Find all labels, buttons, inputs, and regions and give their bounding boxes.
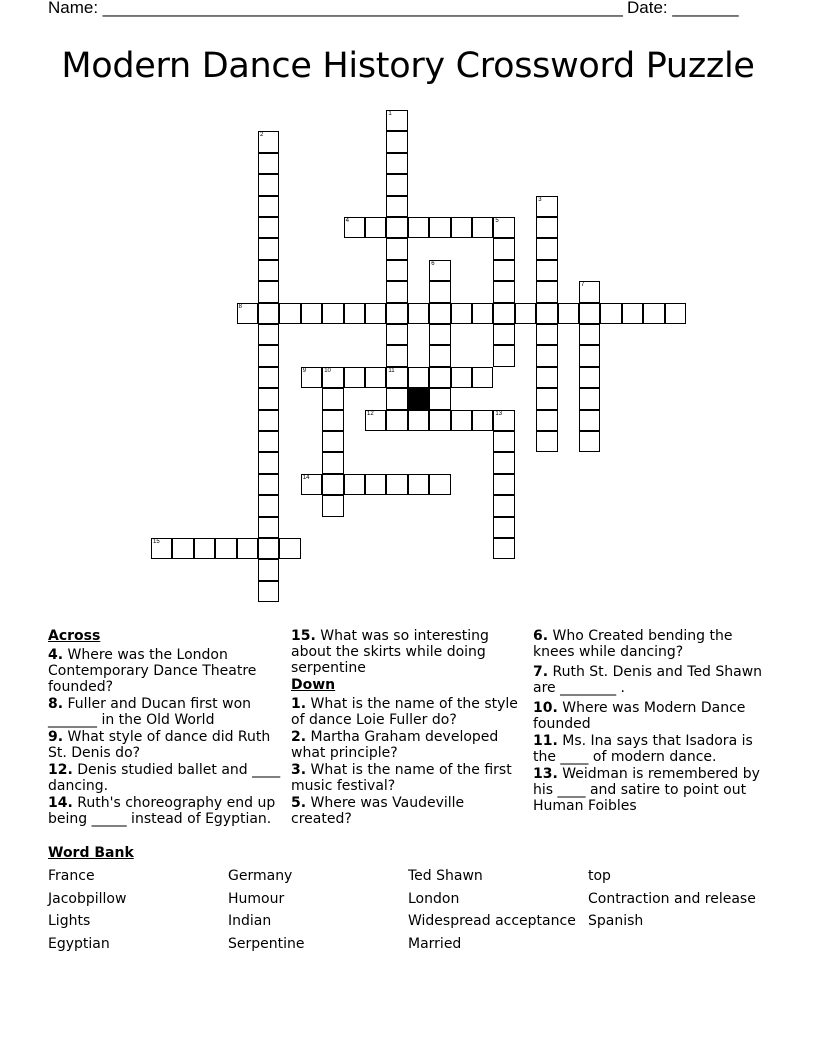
- crossword-cell[interactable]: [493, 538, 514, 559]
- crossword-cell[interactable]: [258, 388, 279, 409]
- crossword-cell[interactable]: [258, 174, 279, 195]
- word-bank-item: Contraction and release: [588, 891, 756, 907]
- crossword-cell[interactable]: [429, 474, 450, 495]
- clue-across-12: 12. Denis studied ballet and ____ dancing.: [48, 762, 281, 794]
- name-field-label[interactable]: Name: _______________________________________________________: [48, 0, 623, 17]
- clues-column-1: [48, 628, 284, 828]
- crossword-cell[interactable]: [151, 538, 172, 559]
- crossword-cell[interactable]: [258, 559, 279, 580]
- clue-across-8: 8. Fuller and Ducan first won _______ in the Old World: [48, 696, 252, 728]
- clue-number: 1: [388, 111, 392, 117]
- crossword-cell[interactable]: [365, 217, 386, 238]
- crossword-cell[interactable]: [408, 217, 429, 238]
- crossword-cell[interactable]: [386, 324, 407, 345]
- crossword-cell[interactable]: [258, 303, 279, 324]
- crossword-cell[interactable]: [408, 303, 429, 324]
- word-bank-item: Indian: [228, 913, 272, 929]
- crossword-cell[interactable]: [386, 367, 407, 388]
- crossword-cell[interactable]: [429, 260, 450, 281]
- clue-down-7: 7. Ruth St. Denis and Ted Shawn are ________ .: [533, 664, 763, 696]
- clue-number: 14: [302, 474, 310, 481]
- crossword-cell[interactable]: [237, 538, 258, 559]
- crossword-cell[interactable]: [301, 367, 322, 388]
- crossword-cell[interactable]: [536, 238, 557, 259]
- crossword-cell[interactable]: [429, 345, 450, 366]
- crossword-cell[interactable]: [386, 131, 407, 152]
- crossword-cell[interactable]: [536, 303, 557, 324]
- crossword-cell[interactable]: [429, 388, 450, 409]
- crossword-cell[interactable]: [429, 324, 450, 345]
- crossword-cell[interactable]: [493, 281, 514, 302]
- crossword-cell[interactable]: [322, 452, 343, 473]
- crossword-cell[interactable]: [322, 388, 343, 409]
- crossword-cell[interactable]: [408, 367, 429, 388]
- clue-number: 13: [495, 410, 503, 417]
- across-header: Across: [48, 628, 101, 644]
- clue-across-15: 15. What was so interesting about the skirts while doing serpentine: [291, 628, 489, 676]
- crossword-cell[interactable]: [558, 303, 579, 324]
- clues-column-3: [533, 628, 763, 815]
- crossword-cell[interactable]: [579, 345, 600, 366]
- crossword-cell[interactable]: [344, 303, 365, 324]
- crossword-cell[interactable]: [237, 303, 258, 324]
- crossword-cell[interactable]: [386, 388, 407, 409]
- crossword-cell[interactable]: [493, 495, 514, 516]
- clue-across-9: 9. What style of dance did Ruth St. Denis do?: [48, 729, 271, 761]
- clue-down-6: 6. Who Created bending the knees while dancing?: [533, 628, 733, 660]
- clue-across-4: 4. Where was the London Contemporary Dance Theatre founded?: [48, 647, 257, 695]
- crossword-cell[interactable]: [429, 410, 450, 431]
- clue-number: 15: [153, 539, 160, 545]
- crossword-cell[interactable]: [386, 281, 407, 302]
- crossword-cell[interactable]: [365, 474, 386, 495]
- clue-down-11: 11. Ms. Ina says that Isadora is the ____ of modern dance.: [533, 733, 753, 765]
- crossword-cell[interactable]: [279, 538, 300, 559]
- clue-number: 10: [324, 367, 331, 374]
- word-bank-item: Jacobpillow: [48, 891, 127, 907]
- clue-down-10: 10. Where was Modern Dance founded: [533, 700, 746, 732]
- word-bank-item: Married: [408, 936, 462, 952]
- word-bank-item: Spanish: [588, 913, 644, 929]
- crossword-cell[interactable]: [493, 452, 514, 473]
- date-field-label[interactable]: Date: _______: [627, 0, 739, 17]
- clue-down-2: 2. Martha Graham developed what principle?: [291, 729, 499, 761]
- crossword-cell[interactable]: [365, 367, 386, 388]
- crossword-cell[interactable]: [472, 410, 493, 431]
- crossword-cell[interactable]: [429, 367, 450, 388]
- crossword-cell[interactable]: [258, 538, 279, 559]
- page-title: Modern Dance History Crossword Puzzle: [61, 46, 755, 86]
- crossword-cell[interactable]: [258, 367, 279, 388]
- crossword-cell[interactable]: [258, 217, 279, 238]
- crossword-cell[interactable]: [386, 110, 407, 131]
- down-header: Down: [291, 677, 336, 693]
- crossword-cell[interactable]: [258, 345, 279, 366]
- crossword-cell[interactable]: [344, 367, 365, 388]
- crossword-cell[interactable]: [536, 260, 557, 281]
- crossword-cell[interactable]: [258, 410, 279, 431]
- crossword-cell[interactable]: [258, 431, 279, 452]
- clue-number: 7: [581, 282, 585, 289]
- crossword-cell[interactable]: [451, 410, 472, 431]
- crossword-cell[interactable]: [194, 538, 215, 559]
- crossword-cell[interactable]: [643, 303, 664, 324]
- crossword-cell[interactable]: [386, 410, 407, 431]
- crossword-cell[interactable]: [600, 303, 621, 324]
- crossword-cell[interactable]: [408, 474, 429, 495]
- crossword-cell[interactable]: [301, 303, 322, 324]
- crossword-cell[interactable]: [215, 538, 236, 559]
- clue-down-3: 3. What is the name of the first music festival?: [291, 762, 512, 794]
- word-bank-item: Lights: [48, 913, 91, 929]
- clue-down-5: 5. Where was Vaudeville created?: [291, 795, 465, 827]
- crossword-cell[interactable]: [258, 324, 279, 345]
- crossword-cell[interactable]: [536, 345, 557, 366]
- crossword-cell[interactable]: [344, 474, 365, 495]
- crossword-cell[interactable]: [301, 474, 322, 495]
- crossword-cell[interactable]: [536, 217, 557, 238]
- word-bank-item: top: [588, 868, 611, 884]
- clue-number: 6: [431, 260, 435, 267]
- crossword-cell[interactable]: [451, 217, 472, 238]
- word-bank-item: France: [48, 868, 95, 884]
- crossword-cell[interactable]: [386, 303, 407, 324]
- crossword-cell[interactable]: [472, 367, 493, 388]
- crossword-cell[interactable]: [493, 474, 514, 495]
- crossword-cell[interactable]: [322, 431, 343, 452]
- word-bank-item: Egyptian: [48, 936, 110, 952]
- crossword-cell[interactable]: [258, 260, 279, 281]
- clue-down-13: 13. Weidman is remembered by his ____ and satire to point out Human Foibles: [533, 766, 760, 814]
- crossword-cell[interactable]: [429, 303, 450, 324]
- crossword-cell[interactable]: [429, 217, 450, 238]
- crossword-cell[interactable]: [451, 303, 472, 324]
- crossword-cell[interactable]: [386, 345, 407, 366]
- crossword-cell[interactable]: [493, 324, 514, 345]
- clue-across-14: 14. Ruth's choreography end up being _____ instead of Egyptian.: [48, 795, 276, 827]
- crossword-cell[interactable]: [365, 303, 386, 324]
- crossword-block-cell: [408, 388, 429, 409]
- crossword-cell[interactable]: [258, 452, 279, 473]
- crossword-cell[interactable]: [536, 367, 557, 388]
- crossword-cell[interactable]: [258, 153, 279, 174]
- crossword-cell[interactable]: [322, 495, 343, 516]
- crossword-cell[interactable]: [493, 345, 514, 366]
- crossword-cell[interactable]: [536, 324, 557, 345]
- crossword-cell[interactable]: [386, 260, 407, 281]
- crossword-cell[interactable]: [386, 238, 407, 259]
- crossword-cell[interactable]: [536, 431, 557, 452]
- crossword-cell[interactable]: [493, 217, 514, 238]
- crossword-cell[interactable]: [279, 303, 300, 324]
- crossword-cell[interactable]: [536, 388, 557, 409]
- word-bank-item: Humour: [228, 891, 285, 907]
- crossword-cell[interactable]: [579, 431, 600, 452]
- crossword-cell[interactable]: [536, 281, 557, 302]
- crossword-cell[interactable]: [386, 153, 407, 174]
- crossword-cell[interactable]: [451, 367, 472, 388]
- crossword-cell[interactable]: [386, 474, 407, 495]
- crossword-cell[interactable]: [258, 495, 279, 516]
- clue-down-1: 1. What is the name of the style of dance Loie Fuller do?: [291, 696, 518, 728]
- crossword-cell[interactable]: [322, 410, 343, 431]
- clue-number: 11: [388, 367, 395, 374]
- crossword-cell[interactable]: [536, 410, 557, 431]
- crossword-cell[interactable]: [493, 517, 514, 538]
- crossword-cell[interactable]: [344, 217, 365, 238]
- crossword-cell[interactable]: [579, 410, 600, 431]
- word-bank-item: Ted Shawn: [408, 868, 483, 884]
- word-bank-item: Serpentine: [228, 936, 305, 952]
- crossword-cell[interactable]: [258, 131, 279, 152]
- crossword-cell[interactable]: [258, 474, 279, 495]
- crossword-cell[interactable]: [579, 388, 600, 409]
- crossword-cell[interactable]: [579, 367, 600, 388]
- crossword-cell[interactable]: [472, 217, 493, 238]
- crossword-cell[interactable]: [493, 410, 514, 431]
- clue-number: 2: [260, 132, 264, 139]
- crossword-cell[interactable]: [258, 196, 279, 217]
- crossword-cell[interactable]: [386, 196, 407, 217]
- crossword-cell[interactable]: [536, 196, 557, 217]
- clue-number: 8: [238, 303, 242, 310]
- word-bank-item: Widespread acceptance: [408, 913, 576, 929]
- clue-number: 5: [495, 218, 499, 224]
- crossword-cell[interactable]: [365, 410, 386, 431]
- crossword-cell[interactable]: [258, 281, 279, 302]
- crossword-cell[interactable]: [493, 431, 514, 452]
- crossword-cell[interactable]: [493, 260, 514, 281]
- clues-column-2: [291, 628, 521, 828]
- crossword-cell[interactable]: [258, 238, 279, 259]
- crossword-cell[interactable]: [386, 217, 407, 238]
- clue-number: 4: [345, 218, 349, 224]
- crossword-cell[interactable]: [408, 410, 429, 431]
- word-bank-item: London: [408, 891, 460, 907]
- crossword-cell[interactable]: [386, 174, 407, 195]
- crossword-cell[interactable]: [322, 474, 343, 495]
- crossword-cell[interactable]: [322, 367, 343, 388]
- crossword-cell[interactable]: [579, 281, 600, 302]
- crossword-cell[interactable]: [579, 303, 600, 324]
- clue-number: 12: [367, 410, 374, 417]
- crossword-cell[interactable]: [258, 581, 279, 602]
- crossword-cell[interactable]: [322, 303, 343, 324]
- crossword-cell[interactable]: [622, 303, 643, 324]
- crossword-cell[interactable]: [258, 517, 279, 538]
- crossword-cell[interactable]: [579, 324, 600, 345]
- word-bank-title: Word Bank: [48, 845, 134, 861]
- clue-number: 3: [538, 196, 542, 203]
- crossword-cell[interactable]: [493, 238, 514, 259]
- crossword-cell[interactable]: [472, 303, 493, 324]
- crossword-cell[interactable]: [172, 538, 193, 559]
- clue-number: 9: [302, 367, 307, 374]
- word-bank-item: Germany: [228, 868, 293, 884]
- crossword-cell[interactable]: [665, 303, 686, 324]
- crossword-cell[interactable]: [515, 303, 536, 324]
- crossword-cell[interactable]: [493, 303, 514, 324]
- crossword-cell[interactable]: [429, 281, 450, 302]
